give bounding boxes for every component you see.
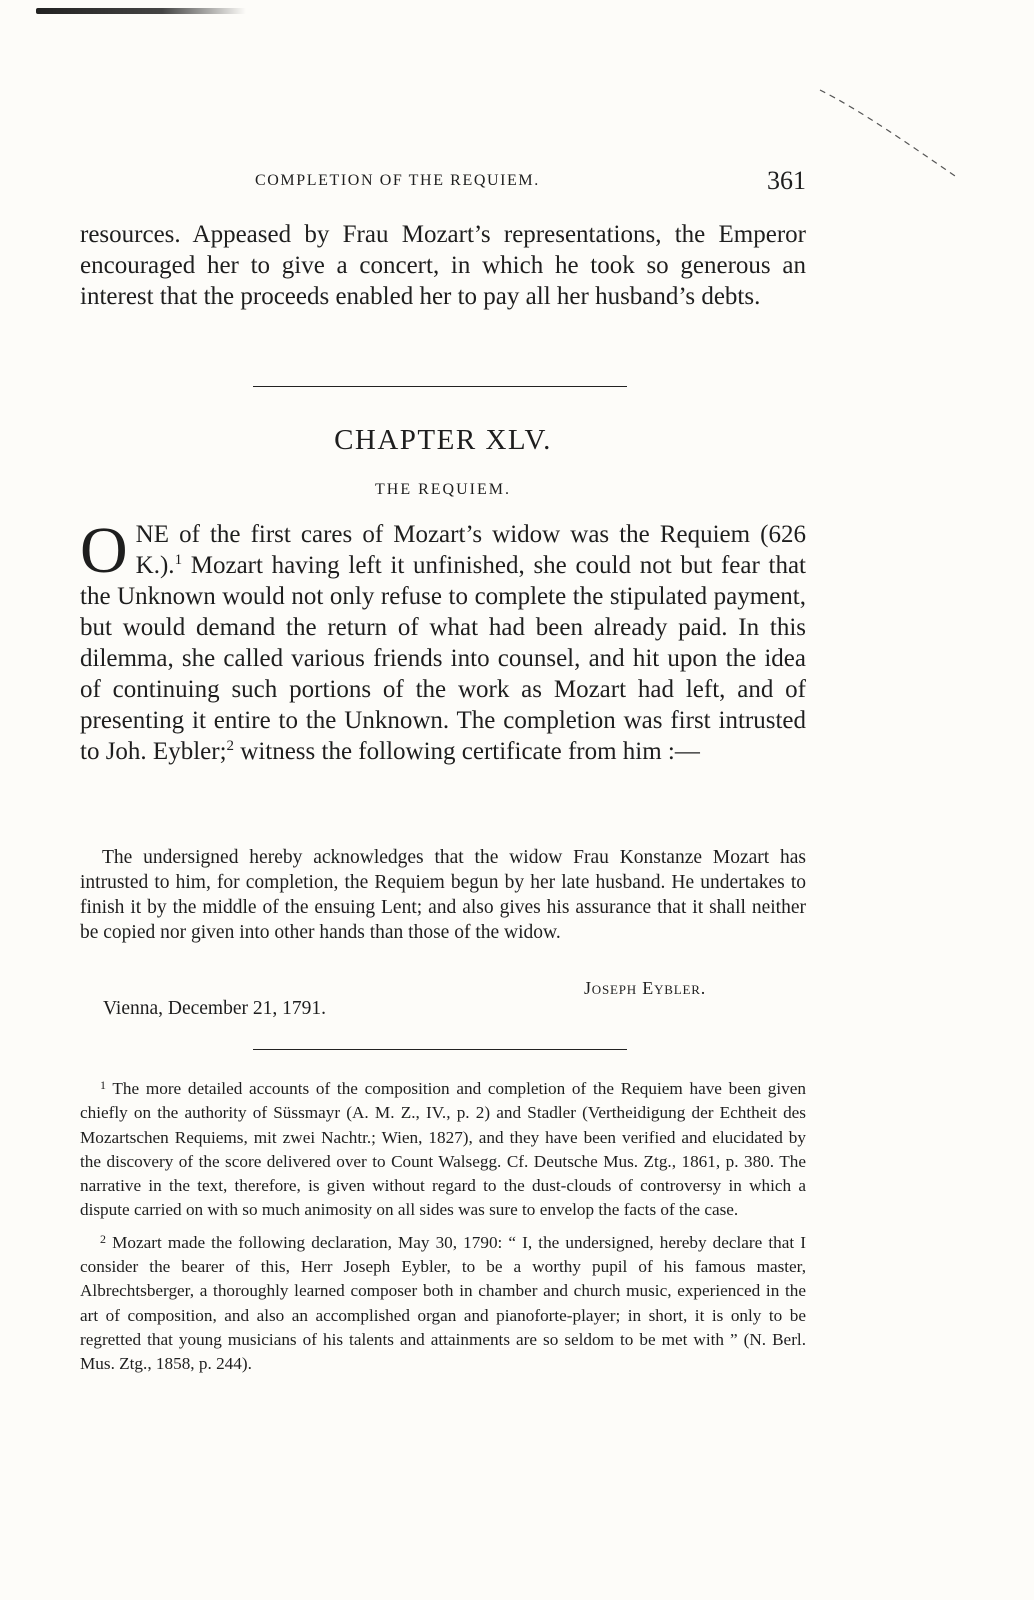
chapter-opening-paragraph <box>80 514 806 767</box>
continuation-paragraph: resources. Appeased by Frau Mozart’s representations, the Emperor encouraged her to give a concert, in which he took so generous an interest that the proceeds enabled her to pay all her husband’s debts. <box>80 221 806 310</box>
certificate-quote <box>80 845 806 945</box>
footnote-divider <box>253 1049 627 1050</box>
certificate-signature: Joseph Eybler. <box>584 978 706 998</box>
running-head <box>80 166 806 198</box>
footnote-1-text: The more detailed accounts of the composition and completion of the Requiem have been given chiefly on the authority of Süssmayr (A. M. Z., IV., p. 2) and Stadler (Vertheidigung der Echtheit des Mozartschen Requiems, mit zwei Nachtr.; Wien, 1827), and they have been verified and elucidated by the discovery of the score delivered over to Count Walsegg. Cf. Deutsche Mus. Ztg., 1861, p. 380. The narrative in the text, therefore, is given without regard to the dust-clouds of controversy in which a dispute carried on with so much animosity on all sides was sure to envelop the facts of the case. <box>80 1079 806 1220</box>
paragraph-opening: NE of the first cares of Mozart’s widow was the Requiem (626 K.). <box>135 521 806 579</box>
footnote-ref-2[interactable]: 2 <box>226 738 235 754</box>
footnotes <box>80 1073 806 1381</box>
running-head-title: COMPLETION OF THE REQUIEM. <box>255 172 540 189</box>
scan-stray-stroke <box>800 80 970 190</box>
footnote-1 <box>80 1073 806 1223</box>
scan-edge-mark <box>36 8 246 14</box>
paragraph-middle: Mozart having left it unfinished, she could not but fear that the Unknown would not only refuse to complete the stipulated payment, but would demand the return of what had been already paid. In this dilemma, she called various friends into counsel, and hit upon the idea of continuing such portions of the work as Mozart had left, and of presenting it entire to the Unknown. The completion was first intrusted to Joh. Eybler; <box>80 552 806 765</box>
page-number: 361 <box>767 166 806 195</box>
certificate-text: The undersigned hereby acknowledges that the widow Frau Konstanze Mozart has intrusted to him, for completion, the Requiem begun by her late husband. He undertakes to finish it by the middle of the ensuing Lent; and also gives his assurance that it shall neither be copied nor given into other hands than those of the widow. <box>80 847 806 943</box>
footnote-1-marker: 1 <box>100 1078 106 1092</box>
footnote-2-marker: 2 <box>100 1231 106 1246</box>
drop-cap: O <box>80 514 128 587</box>
footnote-ref-1[interactable]: 1 <box>174 552 183 568</box>
footnote-2 <box>80 1227 806 1377</box>
certificate-dateline: Vienna, December 21, 1791. <box>103 998 327 1019</box>
footnote-2-text: Mozart made the following declaration, May 30, 1790: “ I, the undersigned, hereby declare that I consider the bearer of this, Herr Joseph Eybler, to be a worthy pupil of his famous master, Albrechtsberger, a thoroughly learned composer both in chamber and church music, experienced in the art of composition, and also an accomplished organ and pianoforte-player; in short, it is only to be regretted that young musicians of his talents and attainments are so seldom to be met with ” (N. Berl. Mus. Ztg., 1858, p. 244). <box>80 1232 806 1374</box>
chapter-subtitle: THE REQUIEM. <box>375 481 511 498</box>
paragraph-closing: witness the following certificate from him :— <box>234 738 700 765</box>
chapter-heading: CHAPTER XLV. <box>334 424 552 456</box>
section-divider <box>253 386 627 387</box>
